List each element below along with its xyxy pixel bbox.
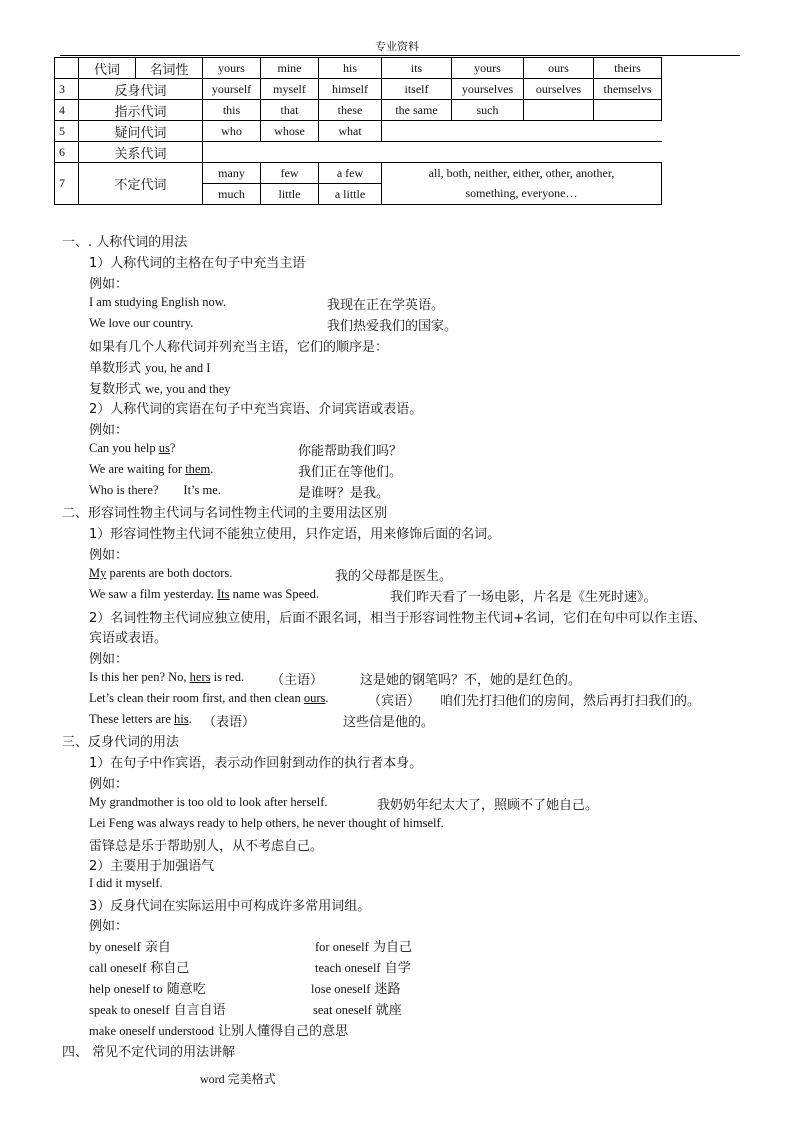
example-label: 例如：	[89, 423, 129, 438]
table-cell: what	[319, 121, 382, 142]
phrase-item: seat oneself 就座	[313, 1003, 402, 1018]
example-label: 例如：	[89, 548, 129, 563]
table-cell	[55, 58, 79, 79]
table-cell: the same	[382, 100, 452, 121]
table-cell	[594, 100, 662, 121]
row-category: 反身代词	[79, 79, 203, 100]
phrase-item: help oneself to 随意吃	[89, 982, 206, 997]
header-divider	[60, 55, 740, 56]
page-footer: word 完美格式	[200, 1072, 276, 1086]
phrase-item: by oneself 亲自	[89, 940, 171, 955]
example-chinese: 我现在正在学英语。	[327, 298, 445, 313]
example-english: Lei Feng was always ready to help others, he never thought of himself.	[89, 816, 444, 830]
table-cell: theirs	[594, 58, 662, 79]
table-cell: 代词	[79, 58, 136, 79]
example-english: Is this her pen? No, hers is red.	[89, 670, 245, 684]
example-english: Can you help us?	[89, 441, 176, 455]
paragraph: 1）人称代词的主格在句子中充当主语	[89, 256, 306, 271]
row-category: 关系代词	[79, 142, 203, 163]
example-english: We are waiting for them.	[89, 462, 214, 476]
paragraph: 2）名词性物主代词应独立使用，后面不跟名词，相当于形容词性物主代词+名词，它们在句中可以作主语、	[89, 611, 707, 626]
row-category: 不定代词	[79, 163, 203, 205]
paragraph: 1）在句子中作宾语，表示动作回射到动作的执行者本身。	[89, 756, 423, 771]
table-cell: themselvs	[594, 79, 662, 100]
example-chinese: 是谁呀？是我。	[298, 486, 390, 501]
phrase-item: make oneself understood 让别人懂得自己的意思	[89, 1024, 349, 1039]
table-cell: many	[203, 163, 261, 184]
section-heading: 一、. 人称代词的用法	[62, 235, 188, 250]
table-cell	[524, 100, 594, 121]
grammar-tag: （主语）	[271, 673, 324, 688]
table-cell: mine	[261, 58, 319, 79]
example-chinese: 我们正在等他们。	[298, 465, 403, 480]
table-cell: a few	[319, 163, 382, 184]
example-chinese: 我的父母都是医生。	[335, 569, 453, 584]
table-cell: himself	[319, 79, 382, 100]
row-number: 5	[55, 121, 79, 142]
grammar-tag: （表语）	[203, 715, 256, 730]
empty-cell	[382, 121, 662, 142]
table-cell: myself	[261, 79, 319, 100]
table-row	[55, 121, 662, 142]
example-chinese: 我们昨天看了一场电影，片名是《生死时速》。	[390, 590, 657, 605]
table-cell: yours	[452, 58, 524, 79]
table-cell: something, everyone…	[382, 184, 662, 205]
table-cell: these	[319, 100, 382, 121]
table-cell: little	[261, 184, 319, 205]
order-singular: 单数形式 you, he and I	[89, 361, 211, 376]
paragraph: 3）反身代词在实际运用中可构成许多常用词组。	[89, 899, 371, 914]
table-cell: itself	[382, 79, 452, 100]
table-row	[55, 100, 662, 121]
table-cell: ourselves	[524, 79, 594, 100]
row-number: 4	[55, 100, 79, 121]
example-chinese: 你能帮助我们吗？	[298, 444, 403, 459]
row-category: 疑问代词	[79, 121, 203, 142]
section-heading: 三、反身代词的用法	[62, 735, 180, 750]
table-cell: a little	[319, 184, 382, 205]
example-english: I did it myself.	[89, 876, 163, 890]
paragraph: 2）人称代词的宾语在句子中充当宾语、介词宾语或表语。	[89, 402, 423, 417]
phrase-item: call oneself 称自己	[89, 961, 190, 976]
example-chinese: 我们热爱我们的国家。	[327, 319, 458, 334]
table-cell: yourselves	[452, 79, 524, 100]
example-english: I am studying English now.	[89, 295, 227, 309]
table-cell: its	[382, 58, 452, 79]
example-label: 例如：	[89, 777, 129, 792]
section-heading: 二、形容词性物主代词与名词性物主代词的主要用法区别	[62, 506, 388, 521]
table-cell: his	[319, 58, 382, 79]
example-chinese: 雷锋总是乐于帮助别人，从不考虑自己。	[89, 839, 324, 854]
row-number: 7	[55, 163, 79, 205]
table-cell: this	[203, 100, 261, 121]
row-number: 6	[55, 142, 79, 163]
table-row	[55, 58, 662, 79]
example-english: My grandmother is too old to look after herself.	[89, 795, 328, 809]
table-cell: all, both, neither, either, other, another,	[382, 163, 662, 184]
paragraph: 1）形容词性物主代词不能独立使用，只作定语，用来修饰后面的名词。	[89, 527, 501, 542]
example-chinese: 咱们先打扫他们的房间，然后再打扫我们的。	[440, 694, 701, 709]
table-cell: yours	[203, 58, 261, 79]
section-heading: 四、 常见不定代词的用法讲解	[62, 1045, 236, 1060]
example-english: Who is there? It’s me.	[89, 483, 221, 497]
table-row	[55, 163, 662, 184]
phrase-item: teach oneself 自学	[315, 961, 411, 976]
table-cell: who	[203, 121, 261, 142]
example-english: Let’s clean their room first, and then clean ours.	[89, 691, 329, 705]
table-cell: 名词性	[136, 58, 203, 79]
row-category: 指示代词	[79, 100, 203, 121]
example-english: We love our country.	[89, 316, 194, 330]
example-label: 例如：	[89, 277, 129, 292]
example-label: 例如：	[89, 652, 129, 667]
example-english: We saw a film yesterday. Its name was Speed.	[89, 587, 320, 601]
table-cell: few	[261, 163, 319, 184]
order-plural: 复数形式 we, you and they	[89, 382, 231, 397]
example-chinese: 我奶奶年纪太大了，照顾不了她自己。	[377, 798, 599, 813]
table-row	[55, 79, 662, 100]
example-label: 例如：	[89, 919, 129, 934]
paragraph: 如果有几个人称代词并列充当主语，它们的顺序是：	[89, 340, 389, 355]
row-number: 3	[55, 79, 79, 100]
example-english: My parents are both doctors.	[89, 566, 233, 580]
example-chinese: 这是她的钢笔吗？不，她的是红色的。	[360, 673, 582, 688]
table-cell: yourself	[203, 79, 261, 100]
phrase-item: speak to oneself 自言自语	[89, 1003, 226, 1018]
phrase-item: lose oneself 迷路	[311, 982, 401, 997]
table-row	[55, 142, 662, 163]
pronoun-table	[54, 57, 662, 205]
table-cell: whose	[261, 121, 319, 142]
table-cell: much	[203, 184, 261, 205]
table-cell: such	[452, 100, 524, 121]
paragraph: 2）主要用于加强语气	[89, 859, 215, 874]
example-english: These letters are his.	[89, 712, 192, 726]
table-cell: ours	[524, 58, 594, 79]
example-chinese: 这些信是他的。	[343, 715, 435, 730]
table-cell: that	[261, 100, 319, 121]
page-header: 专业资料	[375, 40, 419, 53]
empty-cell	[203, 142, 662, 163]
phrase-item: for oneself 为自己	[315, 940, 412, 955]
grammar-tag: （宾语）	[368, 694, 421, 709]
paragraph: 宾语或表语。	[89, 631, 168, 646]
